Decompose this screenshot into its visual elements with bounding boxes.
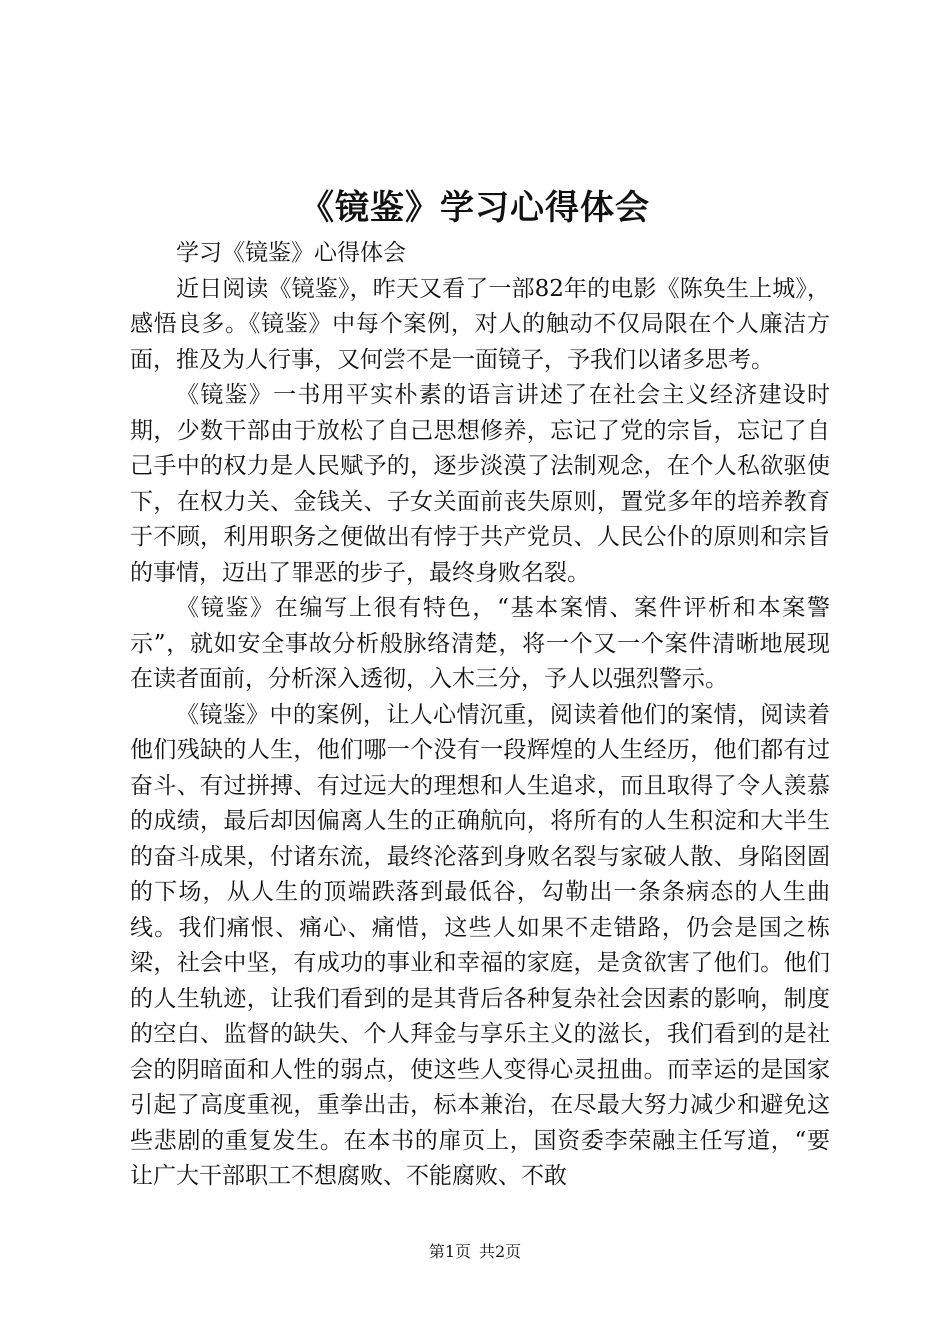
subtitle-paragraph: 学习《镜鉴》心得体会 <box>176 240 406 266</box>
page-total: 共2页 <box>479 1242 522 1261</box>
document-body <box>130 236 830 1195</box>
body-paragraph: 《镜鉴》中的案例，让人心情沉重，阅读着他们的案情，阅读着他们残缺的人生，他们哪一个没有一段辉煌的人生经历，他们都有过奋斗、有过拼搏、有过远大的理想和人生追求，而且取得了令人羡慕的成绩，最后却因偏离人生的正确航向，将所有的人生积淀和大半生的奋斗成果，付诸东流，最终沦落到身败名裂与家破人散、身陷囹圄的下场，从人生的顶端跌落到最低谷，勾勒出一条条病态的人生曲线。我们痛恨、痛心、痛惜，这些人如果不走错路，仍会是国之栋梁，社会中坚，有成功的事业和幸福的家庭，是贪欲害了他们。他们的人生轨迹，让我们看到的是其背后各种复杂社会因素的影响，制度的空白、监督的缺失、个人拜金与享乐主义的滋长，我们看到的是社会的阴暗面和人性的弱点，使这些人变得心灵扭曲。而幸运的是国家引起了高度重视，重拳出击，标本兼治，在尽最大努力减少和避免这些悲剧的重复发生。在本书的扉页上，国资委李荣融主任写道，“要让广大干部职工不想腐败、不能腐败、不敢 <box>130 701 830 1189</box>
page-number: 第1页 <box>428 1242 471 1261</box>
body-paragraph: 《镜鉴》在编写上很有特色，“基本案情、案件评析和本案警示”，就如安全事故分析般脉络清楚，将一个又一个案件清晰地展现在读者面前，分析深入透彻，入木三分，予人以强烈警示。 <box>130 595 830 692</box>
page-footer <box>0 1241 950 1263</box>
document-title: 《镜鉴》学习心得体会 <box>300 188 650 228</box>
body-paragraph: 《镜鉴》一书用平实朴素的语言讲述了在社会主义经济建设时期，少数干部由于放松了自己思想修养，忘记了党的宗旨，忘记了自己手中的权力是人民赋予的，逐步淡漠了法制观念，在个人私欲驱使下，在权力关、金钱关、子女关面前丧失原则，置党多年的培养教育于不顾，利用职务之便做出有悖于共产党员、人民公仆的原则和宗旨的事情，迈出了罪恶的步子，最终身败名裂。 <box>130 382 830 586</box>
body-paragraph: 近日阅读《镜鉴》，昨天又看了一部82年的电影《陈奂生上城》，感悟良多。《镜鉴》中每个案例，对人的触动不仅局限在个人廉洁方面，推及为人行事，又何尝不是一面镜子，予我们以诸多思考。 <box>130 275 830 373</box>
